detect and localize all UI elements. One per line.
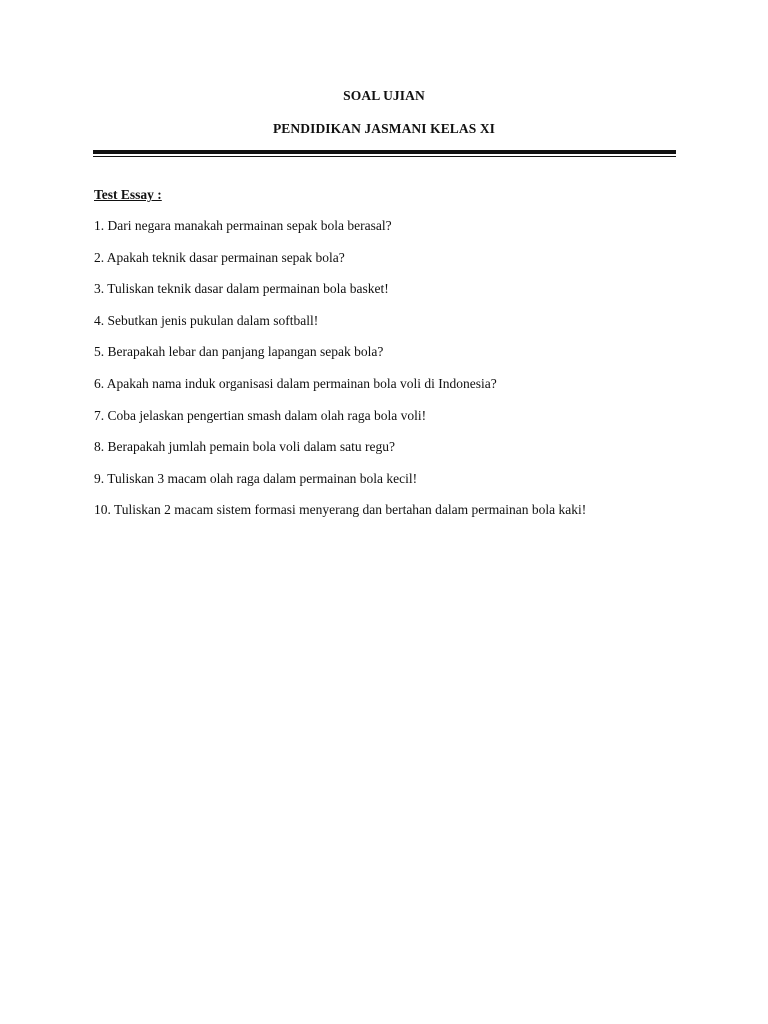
question-item: 9. Tuliskan 3 macam olah raga dalam permainan bola kecil! <box>94 470 418 486</box>
question-item: 2. Apakah teknik dasar permainan sepak bola? <box>94 249 345 265</box>
question-item: 1. Dari negara manakah permainan sepak bola berasal? <box>94 218 392 233</box>
question-item: 3. Tuliskan teknik dasar dalam permainan bola basket! <box>94 281 389 297</box>
question-item: 4. Sebutkan jenis pukulan dalam softball! <box>94 312 319 328</box>
document-subtitle: PENDIDIKAN JASMANI KELAS XI <box>272 121 496 136</box>
question-item: 6. Apakah nama induk organisasi dalam permainan bola voli di Indonesia? <box>94 375 497 391</box>
question-item: 5. Berapakah lebar dan panjang lapangan sepak bola? <box>94 344 384 360</box>
question-item: 7. Coba jelaskan pengertian smash dalam olah raga bola voli! <box>94 407 427 423</box>
section-label: Test Essay : <box>94 187 162 202</box>
question-item: 10. Tuliskan 2 macam sistem formasi menyerang dan bertahan dalam permainan bola kaki! <box>94 502 587 518</box>
header-divider-thin <box>93 156 676 157</box>
document-title: SOAL UJIAN <box>343 88 425 103</box>
question-list <box>94 218 714 534</box>
question-item: 8. Berapakah jumlah pemain bola voli dalam satu regu? <box>94 439 396 455</box>
header-divider-thick <box>93 150 676 154</box>
